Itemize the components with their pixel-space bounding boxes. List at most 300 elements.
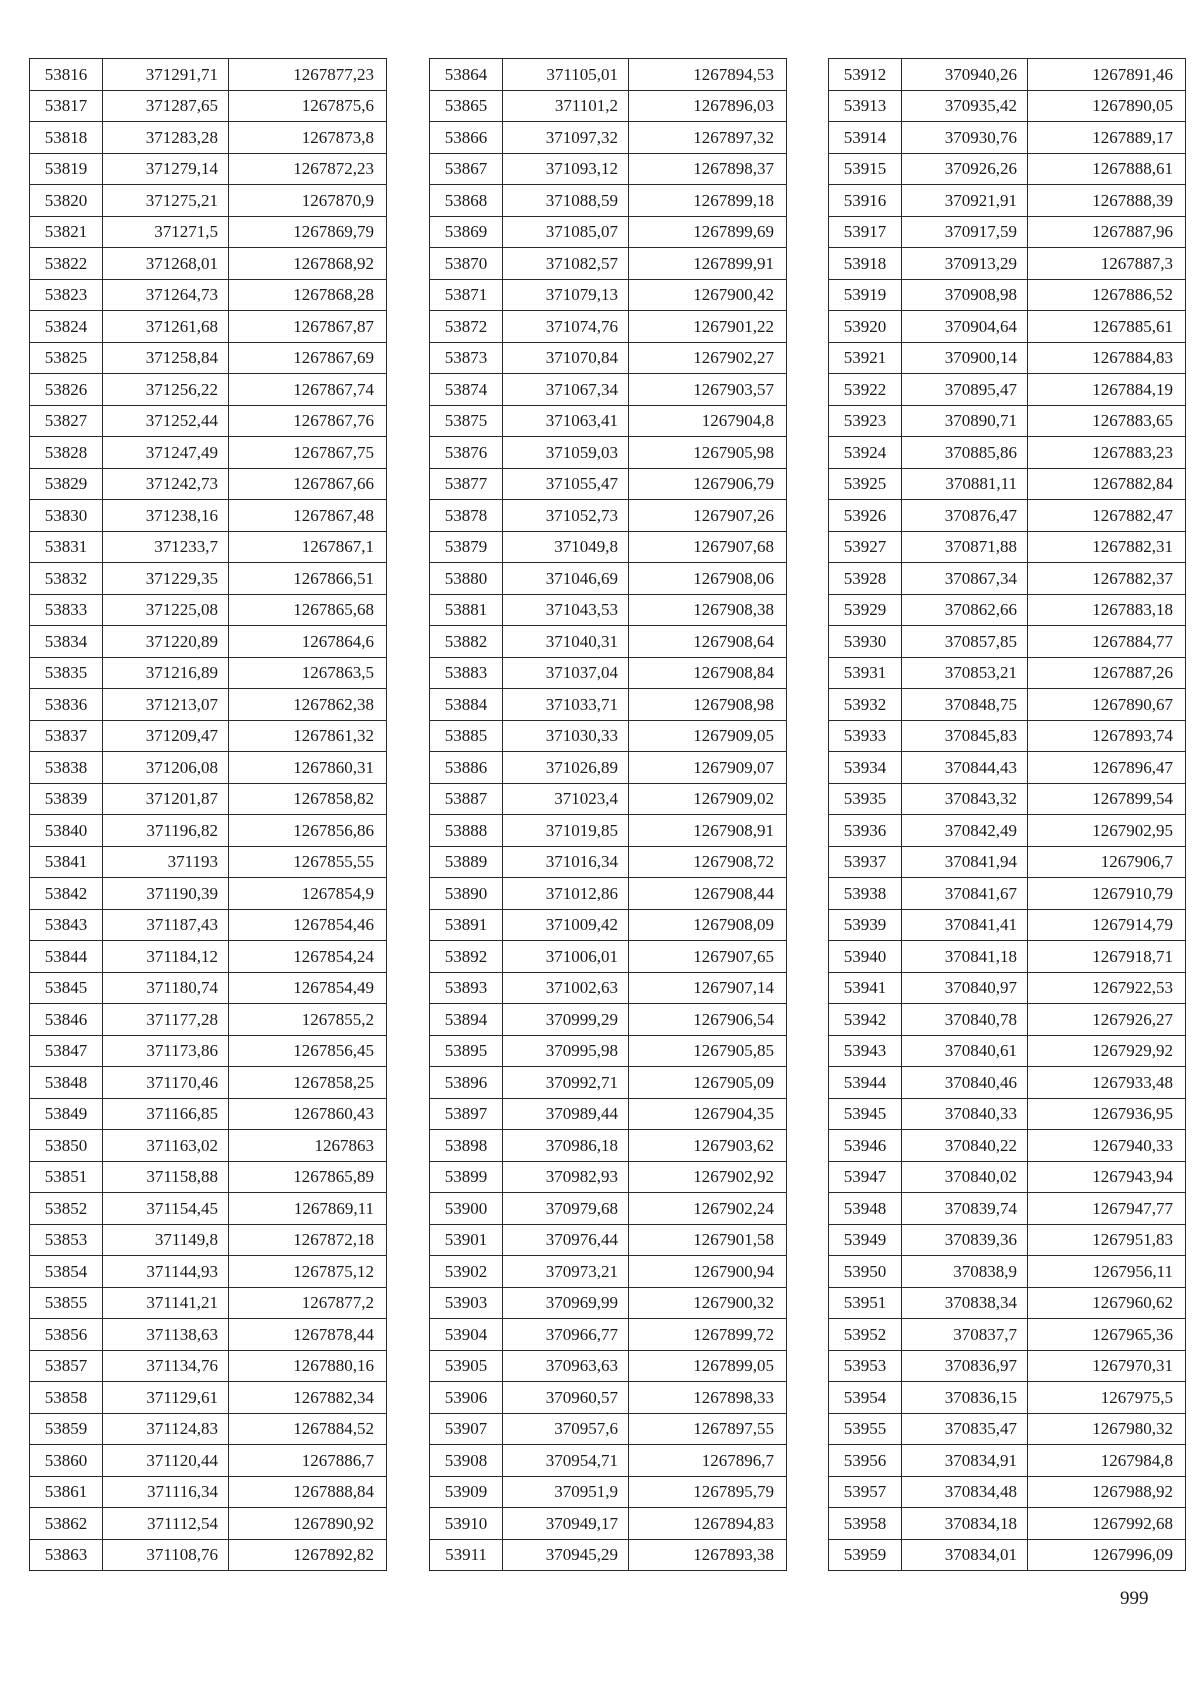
point-number-cell: 53958 <box>829 1508 902 1540</box>
y-coordinate-cell: 1267884,52 <box>229 1413 387 1445</box>
point-number-cell: 53816 <box>30 59 103 91</box>
x-coordinate-cell: 371163,02 <box>103 1130 229 1162</box>
point-number-cell: 53850 <box>30 1130 103 1162</box>
point-number-cell: 53842 <box>30 878 103 910</box>
x-coordinate-cell: 370845,83 <box>902 720 1028 752</box>
y-coordinate-cell: 1267902,95 <box>1028 815 1186 847</box>
point-number-cell: 53955 <box>829 1413 902 1445</box>
x-coordinate-cell: 370976,44 <box>503 1224 629 1256</box>
y-coordinate-cell: 1267867,76 <box>229 405 387 437</box>
point-number-cell: 53951 <box>829 1287 902 1319</box>
table-row <box>430 815 787 847</box>
x-coordinate-cell: 370973,21 <box>503 1256 629 1288</box>
coordinate-table-2 <box>429 58 787 1571</box>
point-number-cell: 53839 <box>30 783 103 815</box>
point-number-cell: 53956 <box>829 1445 902 1477</box>
table-row <box>430 279 787 311</box>
point-number-cell: 53931 <box>829 657 902 689</box>
x-coordinate-cell: 371149,8 <box>103 1224 229 1256</box>
x-coordinate-cell: 371158,88 <box>103 1161 229 1193</box>
y-coordinate-cell: 1267902,92 <box>629 1161 787 1193</box>
table-row <box>30 783 387 815</box>
y-coordinate-cell: 1267914,79 <box>1028 909 1186 941</box>
table-row <box>430 594 787 626</box>
point-number-cell: 53849 <box>30 1098 103 1130</box>
table-row <box>30 1539 387 1571</box>
table-row <box>30 1067 387 1099</box>
x-coordinate-cell: 371271,5 <box>103 216 229 248</box>
point-number-cell: 53823 <box>30 279 103 311</box>
y-coordinate-cell: 1267951,83 <box>1028 1224 1186 1256</box>
x-coordinate-cell: 371052,73 <box>503 500 629 532</box>
x-coordinate-cell: 371079,13 <box>503 279 629 311</box>
point-number-cell: 53947 <box>829 1161 902 1193</box>
y-coordinate-cell: 1267909,02 <box>629 783 787 815</box>
coordinate-table-3 <box>828 58 1186 1571</box>
x-coordinate-cell: 371016,34 <box>503 846 629 878</box>
y-coordinate-cell: 1267877,2 <box>229 1287 387 1319</box>
y-coordinate-cell: 1267869,79 <box>229 216 387 248</box>
point-number-cell: 53858 <box>30 1382 103 1414</box>
y-coordinate-cell: 1267909,05 <box>629 720 787 752</box>
table-row <box>430 468 787 500</box>
table-row <box>30 909 387 941</box>
x-coordinate-cell: 370841,94 <box>902 846 1028 878</box>
x-coordinate-cell: 370844,43 <box>902 752 1028 784</box>
y-coordinate-cell: 1267897,32 <box>629 122 787 154</box>
x-coordinate-cell: 371242,73 <box>103 468 229 500</box>
table-row <box>829 1445 1186 1477</box>
x-coordinate-cell: 370839,74 <box>902 1193 1028 1225</box>
table-row <box>829 846 1186 878</box>
point-number-cell: 53881 <box>430 594 503 626</box>
point-number-cell: 53925 <box>829 468 902 500</box>
table-row <box>30 1098 387 1130</box>
point-number-cell: 53926 <box>829 500 902 532</box>
point-number-cell: 53825 <box>30 342 103 374</box>
y-coordinate-cell: 1267897,55 <box>629 1413 787 1445</box>
y-coordinate-cell: 1267863,5 <box>229 657 387 689</box>
y-coordinate-cell: 1267884,77 <box>1028 626 1186 658</box>
point-number-cell: 53835 <box>30 657 103 689</box>
point-number-cell: 53901 <box>430 1224 503 1256</box>
point-number-cell: 53890 <box>430 878 503 910</box>
y-coordinate-cell: 1267980,32 <box>1028 1413 1186 1445</box>
point-number-cell: 53853 <box>30 1224 103 1256</box>
x-coordinate-cell: 371059,03 <box>503 437 629 469</box>
point-number-cell: 53857 <box>30 1350 103 1382</box>
x-coordinate-cell: 371256,22 <box>103 374 229 406</box>
table-row <box>30 846 387 878</box>
x-coordinate-cell: 371070,84 <box>503 342 629 374</box>
x-coordinate-cell: 370895,47 <box>902 374 1028 406</box>
table-row <box>829 405 1186 437</box>
point-number-cell: 53918 <box>829 248 902 280</box>
y-coordinate-cell: 1267906,7 <box>1028 846 1186 878</box>
x-coordinate-cell: 370982,93 <box>503 1161 629 1193</box>
x-coordinate-cell: 371043,53 <box>503 594 629 626</box>
point-number-cell: 53870 <box>430 248 503 280</box>
y-coordinate-cell: 1267908,72 <box>629 846 787 878</box>
y-coordinate-cell: 1267926,27 <box>1028 1004 1186 1036</box>
y-coordinate-cell: 1267902,27 <box>629 342 787 374</box>
point-number-cell: 53905 <box>430 1350 503 1382</box>
x-coordinate-cell: 370840,78 <box>902 1004 1028 1036</box>
table-row <box>829 1382 1186 1414</box>
y-coordinate-cell: 1267899,18 <box>629 185 787 217</box>
point-number-cell: 53911 <box>430 1539 503 1571</box>
x-coordinate-cell: 371030,33 <box>503 720 629 752</box>
point-number-cell: 53954 <box>829 1382 902 1414</box>
table-row <box>30 185 387 217</box>
point-number-cell: 53916 <box>829 185 902 217</box>
table-row <box>30 626 387 658</box>
y-coordinate-cell: 1267909,07 <box>629 752 787 784</box>
y-coordinate-cell: 1267956,11 <box>1028 1256 1186 1288</box>
y-coordinate-cell: 1267882,37 <box>1028 563 1186 595</box>
x-coordinate-cell: 370834,18 <box>902 1508 1028 1540</box>
point-number-cell: 53893 <box>430 972 503 1004</box>
x-coordinate-cell: 371291,71 <box>103 59 229 91</box>
point-number-cell: 53950 <box>829 1256 902 1288</box>
point-number-cell: 53863 <box>30 1539 103 1571</box>
x-coordinate-cell: 371201,87 <box>103 783 229 815</box>
point-number-cell: 53920 <box>829 311 902 343</box>
x-coordinate-cell: 371093,12 <box>503 153 629 185</box>
y-coordinate-cell: 1267901,22 <box>629 311 787 343</box>
table-row <box>430 311 787 343</box>
table-row <box>430 216 787 248</box>
y-coordinate-cell: 1267896,47 <box>1028 752 1186 784</box>
table-row <box>430 846 787 878</box>
table-row <box>30 500 387 532</box>
point-number-cell: 53889 <box>430 846 503 878</box>
point-number-cell: 53930 <box>829 626 902 658</box>
table-row <box>430 1130 787 1162</box>
table-row <box>30 1413 387 1445</box>
x-coordinate-cell: 371101,2 <box>503 90 629 122</box>
point-number-cell: 53824 <box>30 311 103 343</box>
x-coordinate-cell: 370836,97 <box>902 1350 1028 1382</box>
y-coordinate-cell: 1267929,92 <box>1028 1035 1186 1067</box>
table-row <box>829 1098 1186 1130</box>
table-row <box>30 1382 387 1414</box>
x-coordinate-cell: 371225,08 <box>103 594 229 626</box>
y-coordinate-cell: 1267899,72 <box>629 1319 787 1351</box>
table-row <box>829 1224 1186 1256</box>
point-number-cell: 53892 <box>430 941 503 973</box>
y-coordinate-cell: 1267910,79 <box>1028 878 1186 910</box>
table-row <box>430 531 787 563</box>
y-coordinate-cell: 1267886,7 <box>229 1445 387 1477</box>
y-coordinate-cell: 1267884,83 <box>1028 342 1186 374</box>
table-row <box>430 1445 787 1477</box>
point-number-cell: 53898 <box>430 1130 503 1162</box>
table-row <box>829 689 1186 721</box>
table-row <box>30 752 387 784</box>
x-coordinate-cell: 371009,42 <box>503 909 629 941</box>
point-number-cell: 53952 <box>829 1319 902 1351</box>
x-coordinate-cell: 370904,64 <box>902 311 1028 343</box>
y-coordinate-cell: 1267883,65 <box>1028 405 1186 437</box>
y-coordinate-cell: 1267898,33 <box>629 1382 787 1414</box>
point-number-cell: 53826 <box>30 374 103 406</box>
table-row <box>30 90 387 122</box>
point-number-cell: 53864 <box>430 59 503 91</box>
table-row <box>30 689 387 721</box>
y-coordinate-cell: 1267893,38 <box>629 1539 787 1571</box>
y-coordinate-cell: 1267894,53 <box>629 59 787 91</box>
table-row <box>829 248 1186 280</box>
y-coordinate-cell: 1267888,61 <box>1028 153 1186 185</box>
x-coordinate-cell: 371275,21 <box>103 185 229 217</box>
y-coordinate-cell: 1267867,69 <box>229 342 387 374</box>
y-coordinate-cell: 1267908,98 <box>629 689 787 721</box>
point-number-cell: 53940 <box>829 941 902 973</box>
table-row <box>430 909 787 941</box>
x-coordinate-cell: 371082,57 <box>503 248 629 280</box>
point-number-cell: 53906 <box>430 1382 503 1414</box>
y-coordinate-cell: 1267888,39 <box>1028 185 1186 217</box>
point-number-cell: 53927 <box>829 531 902 563</box>
table-row <box>30 720 387 752</box>
y-coordinate-cell: 1267854,49 <box>229 972 387 1004</box>
x-coordinate-cell: 370913,29 <box>902 248 1028 280</box>
x-coordinate-cell: 370841,18 <box>902 941 1028 973</box>
point-number-cell: 53840 <box>30 815 103 847</box>
point-number-cell: 53876 <box>430 437 503 469</box>
x-coordinate-cell: 371177,28 <box>103 1004 229 1036</box>
x-coordinate-cell: 370834,91 <box>902 1445 1028 1477</box>
y-coordinate-cell: 1267896,7 <box>629 1445 787 1477</box>
point-number-cell: 53949 <box>829 1224 902 1256</box>
table-row <box>829 563 1186 595</box>
y-coordinate-cell: 1267858,82 <box>229 783 387 815</box>
y-coordinate-cell: 1267872,18 <box>229 1224 387 1256</box>
point-number-cell: 53871 <box>430 279 503 311</box>
y-coordinate-cell: 1267854,9 <box>229 878 387 910</box>
y-coordinate-cell: 1267877,23 <box>229 59 387 91</box>
point-number-cell: 53827 <box>30 405 103 437</box>
y-coordinate-cell: 1267900,42 <box>629 279 787 311</box>
x-coordinate-cell: 371002,63 <box>503 972 629 1004</box>
point-number-cell: 53820 <box>30 185 103 217</box>
table-row <box>829 153 1186 185</box>
point-number-cell: 53847 <box>30 1035 103 1067</box>
y-coordinate-cell: 1267908,06 <box>629 563 787 595</box>
table-row <box>430 185 787 217</box>
y-coordinate-cell: 1267906,54 <box>629 1004 787 1036</box>
point-number-cell: 53909 <box>430 1476 503 1508</box>
y-coordinate-cell: 1267883,18 <box>1028 594 1186 626</box>
y-coordinate-cell: 1267895,79 <box>629 1476 787 1508</box>
table-row <box>30 1193 387 1225</box>
y-coordinate-cell: 1267901,58 <box>629 1224 787 1256</box>
x-coordinate-cell: 371206,08 <box>103 752 229 784</box>
x-coordinate-cell: 370945,29 <box>503 1539 629 1571</box>
y-coordinate-cell: 1267869,11 <box>229 1193 387 1225</box>
y-coordinate-cell: 1267858,25 <box>229 1067 387 1099</box>
point-number-cell: 53873 <box>430 342 503 374</box>
x-coordinate-cell: 370839,36 <box>902 1224 1028 1256</box>
point-number-cell: 53855 <box>30 1287 103 1319</box>
point-number-cell: 53841 <box>30 846 103 878</box>
table-row <box>30 279 387 311</box>
table-row <box>30 1350 387 1382</box>
point-number-cell: 53837 <box>30 720 103 752</box>
x-coordinate-cell: 370954,71 <box>503 1445 629 1477</box>
y-coordinate-cell: 1267878,44 <box>229 1319 387 1351</box>
table-row <box>829 500 1186 532</box>
point-number-cell: 53845 <box>30 972 103 1004</box>
x-coordinate-cell: 370848,75 <box>902 689 1028 721</box>
x-coordinate-cell: 371124,83 <box>103 1413 229 1445</box>
x-coordinate-cell: 371105,01 <box>503 59 629 91</box>
y-coordinate-cell: 1267856,45 <box>229 1035 387 1067</box>
table-row <box>829 941 1186 973</box>
point-number-cell: 53861 <box>30 1476 103 1508</box>
point-number-cell: 53834 <box>30 626 103 658</box>
x-coordinate-cell: 370840,22 <box>902 1130 1028 1162</box>
x-coordinate-cell: 371233,7 <box>103 531 229 563</box>
point-number-cell: 53888 <box>430 815 503 847</box>
x-coordinate-cell: 370989,44 <box>503 1098 629 1130</box>
y-coordinate-cell: 1267890,67 <box>1028 689 1186 721</box>
y-coordinate-cell: 1267900,94 <box>629 1256 787 1288</box>
y-coordinate-cell: 1267866,51 <box>229 563 387 595</box>
x-coordinate-cell: 371258,84 <box>103 342 229 374</box>
x-coordinate-cell: 371268,01 <box>103 248 229 280</box>
x-coordinate-cell: 371046,69 <box>503 563 629 595</box>
table-row <box>829 1130 1186 1162</box>
point-number-cell: 53942 <box>829 1004 902 1036</box>
table-row <box>829 1035 1186 1067</box>
x-coordinate-cell: 371154,45 <box>103 1193 229 1225</box>
point-number-cell: 53856 <box>30 1319 103 1351</box>
y-coordinate-cell: 1267907,68 <box>629 531 787 563</box>
y-coordinate-cell: 1267854,24 <box>229 941 387 973</box>
point-number-cell: 53910 <box>430 1508 503 1540</box>
y-coordinate-cell: 1267882,84 <box>1028 468 1186 500</box>
point-number-cell: 53829 <box>30 468 103 500</box>
table-row <box>829 1476 1186 1508</box>
y-coordinate-cell: 1267908,38 <box>629 594 787 626</box>
table-row <box>829 1161 1186 1193</box>
x-coordinate-cell: 371229,35 <box>103 563 229 595</box>
y-coordinate-cell: 1267889,17 <box>1028 122 1186 154</box>
x-coordinate-cell: 370992,71 <box>503 1067 629 1099</box>
table-row <box>30 342 387 374</box>
point-number-cell: 53948 <box>829 1193 902 1225</box>
x-coordinate-cell: 370940,26 <box>902 59 1028 91</box>
x-coordinate-cell: 371134,76 <box>103 1350 229 1382</box>
x-coordinate-cell: 370957,6 <box>503 1413 629 1445</box>
x-coordinate-cell: 371173,86 <box>103 1035 229 1067</box>
table-row <box>829 594 1186 626</box>
x-coordinate-cell: 371166,85 <box>103 1098 229 1130</box>
x-coordinate-cell: 371088,59 <box>503 185 629 217</box>
y-coordinate-cell: 1267893,74 <box>1028 720 1186 752</box>
page-number: 999 <box>1120 1588 1149 1609</box>
table-row <box>30 1445 387 1477</box>
table-row <box>829 1067 1186 1099</box>
y-coordinate-cell: 1267870,9 <box>229 185 387 217</box>
point-number-cell: 53852 <box>30 1193 103 1225</box>
point-number-cell: 53836 <box>30 689 103 721</box>
table-row <box>30 405 387 437</box>
table-row <box>430 1256 787 1288</box>
table-row <box>829 1350 1186 1382</box>
point-number-cell: 53822 <box>30 248 103 280</box>
x-coordinate-cell: 371012,86 <box>503 878 629 910</box>
y-coordinate-cell: 1267906,79 <box>629 468 787 500</box>
x-coordinate-cell: 370876,47 <box>902 500 1028 532</box>
x-coordinate-cell: 370995,98 <box>503 1035 629 1067</box>
point-number-cell: 53912 <box>829 59 902 91</box>
y-coordinate-cell: 1267890,92 <box>229 1508 387 1540</box>
x-coordinate-cell: 370890,71 <box>902 405 1028 437</box>
x-coordinate-cell: 371193 <box>103 846 229 878</box>
point-number-cell: 53923 <box>829 405 902 437</box>
x-coordinate-cell: 371023,4 <box>503 783 629 815</box>
table-row <box>430 437 787 469</box>
y-coordinate-cell: 1267992,68 <box>1028 1508 1186 1540</box>
point-number-cell: 53946 <box>829 1130 902 1162</box>
point-number-cell: 53859 <box>30 1413 103 1445</box>
point-number-cell: 53917 <box>829 216 902 248</box>
table-row <box>829 657 1186 689</box>
x-coordinate-cell: 371063,41 <box>503 405 629 437</box>
point-number-cell: 53959 <box>829 1539 902 1571</box>
x-coordinate-cell: 370842,49 <box>902 815 1028 847</box>
point-number-cell: 53879 <box>430 531 503 563</box>
table-row <box>829 1287 1186 1319</box>
table-row <box>30 59 387 91</box>
point-number-cell: 53832 <box>30 563 103 595</box>
point-number-cell: 53902 <box>430 1256 503 1288</box>
x-coordinate-cell: 370926,26 <box>902 153 1028 185</box>
y-coordinate-cell: 1267899,05 <box>629 1350 787 1382</box>
point-number-cell: 53843 <box>30 909 103 941</box>
y-coordinate-cell: 1267884,19 <box>1028 374 1186 406</box>
table-row <box>829 1004 1186 1036</box>
x-coordinate-cell: 371144,93 <box>103 1256 229 1288</box>
point-number-cell: 53844 <box>30 941 103 973</box>
x-coordinate-cell: 371264,73 <box>103 279 229 311</box>
y-coordinate-cell: 1267960,62 <box>1028 1287 1186 1319</box>
y-coordinate-cell: 1267875,6 <box>229 90 387 122</box>
table-row <box>430 720 787 752</box>
point-number-cell: 53953 <box>829 1350 902 1382</box>
y-coordinate-cell: 1267940,33 <box>1028 1130 1186 1162</box>
point-number-cell: 53933 <box>829 720 902 752</box>
point-number-cell: 53877 <box>430 468 503 500</box>
point-number-cell: 53957 <box>829 1476 902 1508</box>
point-number-cell: 53846 <box>30 1004 103 1036</box>
table-row <box>430 752 787 784</box>
y-coordinate-cell: 1267865,68 <box>229 594 387 626</box>
y-coordinate-cell: 1267867,87 <box>229 311 387 343</box>
table-row <box>30 1256 387 1288</box>
table-row <box>430 563 787 595</box>
y-coordinate-cell: 1267882,34 <box>229 1382 387 1414</box>
y-coordinate-cell: 1267880,16 <box>229 1350 387 1382</box>
x-coordinate-cell: 371287,65 <box>103 90 229 122</box>
x-coordinate-cell: 371112,54 <box>103 1508 229 1540</box>
table-row <box>430 59 787 91</box>
table-row <box>430 342 787 374</box>
point-number-cell: 53938 <box>829 878 902 910</box>
